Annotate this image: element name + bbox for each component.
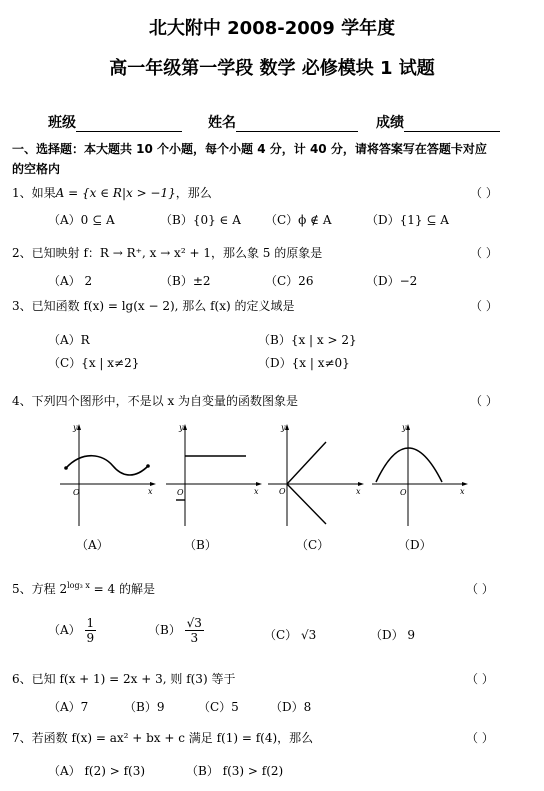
x-axis-label: x [356, 487, 361, 496]
parabola-curve [376, 448, 442, 482]
x-axis-arrow [150, 482, 156, 486]
q5-stem-exponent: log₃ x [67, 581, 90, 590]
fraction-denominator: 3 [190, 631, 199, 645]
class-blank[interactable] [76, 117, 182, 132]
q5-option-a-label: （A） [48, 623, 81, 637]
class-field [48, 112, 182, 132]
q3-answer-paren[interactable]: （ ） [470, 299, 498, 313]
q2-stem: 2、已知映射 f：R → R⁺, x → x² + 1，那么象 5 的原象是 [12, 246, 323, 260]
q5-option-c[interactable]: （C） √3 [264, 628, 317, 642]
q6-answer-paren[interactable]: （ ） [466, 672, 494, 686]
q5-option-b-label: （B） [148, 623, 181, 637]
q5-stem-pre: 5、方程 2 [12, 582, 68, 596]
q1-stem [12, 184, 212, 201]
q4-graph-a-label: （A） [76, 538, 109, 552]
q4-graph-d-label: （D） [398, 538, 432, 552]
upper-ray [287, 442, 326, 484]
q5-option-d[interactable]: （D） 9 [370, 628, 416, 642]
q1-option-d[interactable]: （D）{1} ⊆ A [366, 213, 449, 227]
q1-option-b[interactable]: （B）{0} ∈ A [160, 213, 241, 227]
q1-stem-pre: 1、如果 [12, 186, 56, 200]
q1-stem-math: A = {x ∈ R|x > −1} [55, 186, 176, 200]
q4-graph-d[interactable] [370, 420, 470, 528]
y-axis-label: y [73, 423, 78, 432]
score-field [376, 112, 500, 132]
q1-option-c[interactable]: （C）ϕ ∉ A [265, 213, 332, 227]
q5-option-a-fraction [85, 616, 97, 645]
x-axis-arrow [256, 482, 262, 486]
origin-label: O [73, 488, 80, 497]
q2-option-c[interactable]: （C）26 [265, 274, 314, 288]
q2-option-a[interactable]: （A） 2 [48, 274, 93, 288]
q5-stem [12, 580, 155, 597]
origin-label: O [279, 487, 286, 496]
x-axis-label: x [254, 487, 259, 496]
y-axis-label: y [281, 423, 286, 432]
lower-ray [287, 484, 326, 524]
exam-title-line1: 北大附中 2008-2009 学年度 [148, 18, 396, 39]
class-label: 班级 [48, 115, 76, 131]
q6-option-c[interactable]: （C）5 [198, 700, 239, 714]
q4-graph-c-label: （C） [296, 538, 330, 552]
x-axis-label: x [460, 487, 465, 496]
q6-stem: 6、已知 f(x + 1) = 2x + 3, 则 f(3) 等于 [12, 672, 236, 686]
q2-answer-paren[interactable]: （ ） [470, 246, 498, 260]
q2-option-d[interactable]: （D）−2 [366, 274, 418, 288]
y-axis-arrow [406, 424, 410, 430]
origin-label: O [400, 488, 407, 497]
q4-graph-a[interactable] [58, 420, 158, 528]
y-axis-label: y [402, 423, 407, 432]
wave-curve [66, 456, 148, 475]
q4-graph-b-label: （B） [184, 538, 217, 552]
q2-option-b[interactable]: （B）±2 [160, 274, 211, 288]
score-label: 成绩 [376, 115, 404, 131]
q5-option-b[interactable] [148, 616, 204, 645]
q7-option-a[interactable]: （A） f(2) > f(3) [48, 764, 146, 778]
q3-option-a[interactable]: （A）R [48, 333, 90, 347]
section1-heading-line2: 的空格内 [12, 162, 61, 176]
q7-stem: 7、若函数 f(x) = ax² + bx + c 满足 f(1) = f(4)，那么 [12, 731, 314, 745]
y-axis-arrow [77, 424, 81, 430]
q5-stem-post: = 4 的解是 [89, 582, 155, 596]
section1-heading-line1: 一、选择题：本大题共 10 个小题，每个小题 4 分，计 40 分，请将答案写在答题卡对应 [12, 142, 487, 156]
y-axis-label: y [179, 423, 184, 432]
name-label: 姓名 [208, 115, 236, 131]
fraction-numerator: √3 [186, 616, 202, 630]
q1-answer-paren[interactable]: （ ） [470, 186, 498, 200]
q5-option-a[interactable] [48, 616, 96, 645]
exam-title-line2: 高一年级第一学段 数学 必修模块 1 试题 [109, 58, 435, 79]
fraction-denominator: 9 [86, 631, 95, 645]
x-axis-arrow [462, 482, 468, 486]
q3-option-b[interactable]: （B）{x | x > 2} [258, 333, 357, 347]
curve-endpoint [146, 464, 150, 468]
x-axis-label: x [148, 487, 153, 496]
score-blank[interactable] [404, 117, 500, 132]
curve-endpoint [64, 466, 68, 470]
q3-option-d[interactable]: （D）{x | x≠0} [258, 356, 350, 370]
q1-stem-post: ，那么 [175, 186, 212, 200]
q3-option-c[interactable]: （C）{x | x≠2} [48, 356, 140, 370]
q4-stem: 4、下列四个图形中，不是以 x 为自变量的函数图象是 [12, 394, 299, 408]
q1-option-a[interactable]: （A）0 ⊆ A [48, 213, 115, 227]
y-axis-arrow [285, 424, 289, 430]
q6-option-a[interactable]: （A）7 [48, 700, 89, 714]
y-axis-arrow [183, 424, 187, 430]
q3-stem: 3、已知函数 f(x) = lg(x − 2), 那么 f(x) 的定义域是 [12, 299, 295, 313]
q7-answer-paren[interactable]: （ ） [466, 731, 494, 745]
origin-label: O [177, 488, 184, 497]
q4-graph-c[interactable] [266, 420, 366, 528]
q4-answer-paren[interactable]: （ ） [470, 394, 498, 408]
q6-option-b[interactable]: （B）9 [124, 700, 165, 714]
q5-option-b-fraction [185, 616, 204, 645]
q5-answer-paren[interactable]: （ ） [466, 582, 494, 596]
name-field [208, 112, 358, 132]
fraction-numerator: 1 [86, 616, 95, 630]
q7-option-b[interactable]: （B） f(3) > f(2) [186, 764, 284, 778]
q4-graph-b[interactable] [164, 420, 264, 528]
name-blank[interactable] [236, 117, 358, 132]
q6-option-d[interactable]: （D）8 [270, 700, 312, 714]
x-axis-arrow [358, 482, 364, 486]
